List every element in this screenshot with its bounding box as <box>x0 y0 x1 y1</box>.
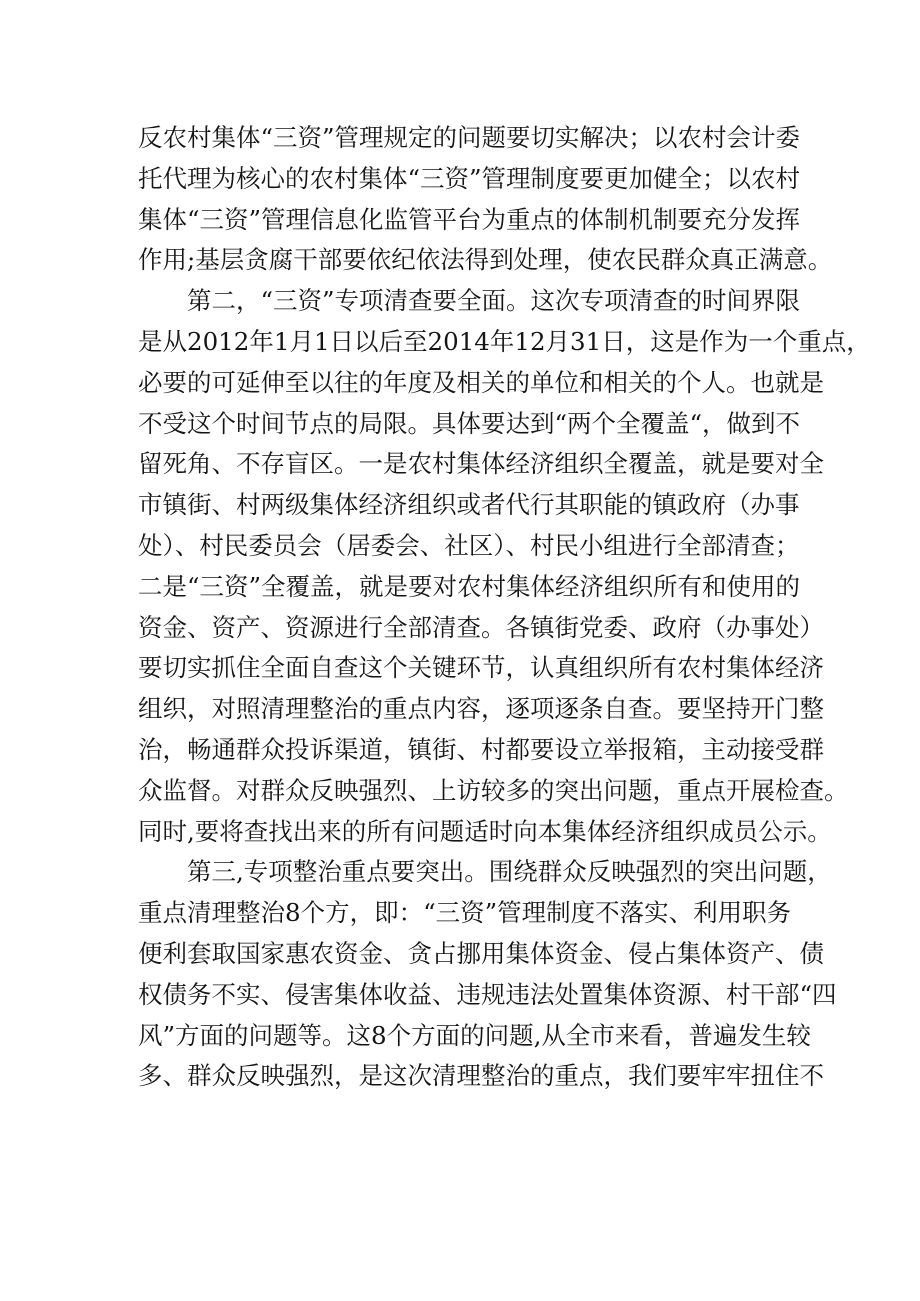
paragraph-2-first-line: 第二，“三资”专项清查要全面。这次专项清查的时间界限 <box>138 286 801 316</box>
text-line: 治，畅通群众投诉渠道，镇街、村都要设立举报箱，主动接受群 <box>138 734 824 764</box>
text-line: 必要的可延伸至以往的年度及相关的单位和相关的个人。也就是 <box>138 367 824 397</box>
text-line: 权债务不实、侵害集体收益、违规违法处置集体资源、村干部“四 <box>138 979 837 1009</box>
text-line: 组织，对照清理整治的重点内容，逐项逐条自查。要坚持开门整 <box>138 694 824 724</box>
document-body <box>138 118 871 1097</box>
text-line: 同时,要将查找出来的所有问题适时向本集体经济组织成员公示。 <box>138 816 832 846</box>
text-line: 处）、村民委员会（居委会、社区）、村民小组进行全部清查； <box>138 530 800 560</box>
text-line: 作用;基层贪腐干部要依纪依法得到处理，使农民群众真正满意。 <box>138 245 833 275</box>
text-line: 市镇街、村两级集体经济组织或者代行其职能的镇政府（办事 <box>138 490 800 520</box>
text-line: 重点清理整治8个方，即：“三资”管理制度不落实、利用职务 <box>138 898 792 928</box>
text-line: 众监督。对群众反映强烈、上访较多的突出问题，重点开展检查。 <box>138 775 849 805</box>
text-line: 托代理为核心的农村集体“三资”管理制度要更加健全；以农村 <box>138 163 801 193</box>
text-line: 资金、资产、资源进行全部清查。各镇街党委、政府（办事处） <box>138 612 824 642</box>
text-line: 便利套取国家惠农资金、贪占挪用集体资金、侵占集体资产、债 <box>138 938 824 968</box>
text-line: 风”方面的问题等。这8个方面的问题,从全市来看，普遍发生较 <box>138 1020 811 1050</box>
paragraph-3-first-line: 第三,专项整治重点要突出。围绕群众反映强烈的突出问题， <box>138 857 832 887</box>
text-line: 不受这个时间节点的局限。具体要达到“两个全覆盖“，做到不 <box>138 408 801 438</box>
text-line: 二是“三资”全覆盖，就是要对农村集体经济组织所有和使用的 <box>138 571 801 601</box>
text-line: 是从2012年1月1日以后至2014年12月31日，这是作为一个重点， <box>138 326 871 356</box>
text-line: 多、群众反映强烈，是这次清理整治的重点，我们要牢牢扭住不 <box>138 1061 824 1091</box>
text-line: 要切实抓住全面自查这个关键环节，认真组织所有农村集体经济 <box>138 653 824 683</box>
text-line: 反农村集体“三资”管理规定的问题要切实解决；以农村会计委 <box>138 123 801 152</box>
text-line: 留死角、不存盲区。一是农村集体经济组织全覆盖，就是要对全 <box>138 449 824 479</box>
text-line: 集体“三资”管理信息化监管平台为重点的体制机制要充分发挥 <box>138 204 801 234</box>
